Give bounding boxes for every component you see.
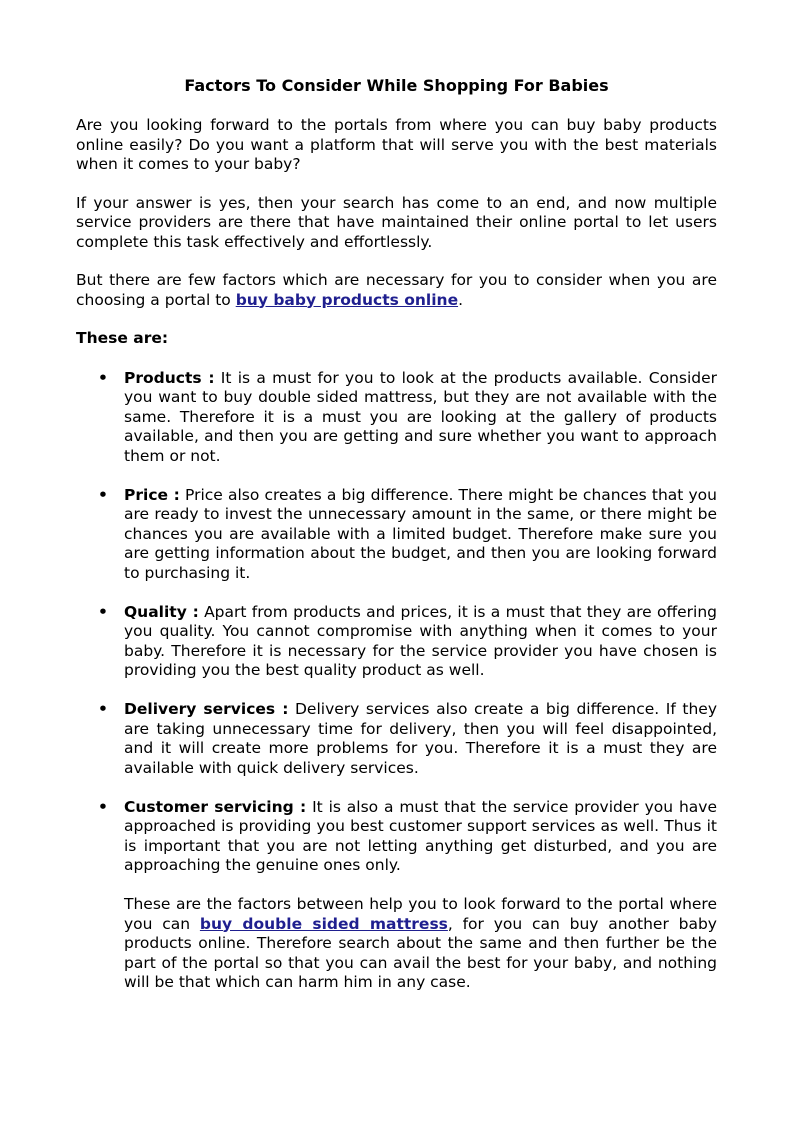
list-item-delivery-services bbox=[76, 700, 717, 778]
closing-text-end: , for you can buy another baby products online. Therefore search about the same and then further be the part of the portal so that you can avail the best for your baby, and nothing will be that which can harm him in any case. bbox=[124, 914, 717, 991]
intro-paragraph-1: Are you looking forward to the portals from where you can buy baby products online easily? Do you want a platform that will serve you with the best materials when it comes to your baby? bbox=[76, 116, 717, 173]
buy-double-sided-mattress-link[interactable]: buy double sided mattress bbox=[199, 914, 448, 933]
bullet-icon: • bbox=[98, 485, 108, 504]
bullet-icon: • bbox=[98, 602, 108, 621]
closing-text: These are the factors between help you to look forward to the portal where you can bbox=[124, 895, 717, 933]
page-title: Factors To Consider While Shopping For Babies bbox=[184, 76, 609, 95]
intro-paragraph-2: If your answer is yes, then your search has come to an end, and now multiple service providers are there that have maintained their online portal to let users complete this task effectively and effortlessly. bbox=[76, 193, 717, 251]
factors-list bbox=[76, 369, 717, 876]
bullet-icon: • bbox=[98, 797, 108, 816]
factor-text: Apart from products and prices, it is a must that they are offering you quality. You cannot compromise with anything when it comes to your baby. Therefore it is necessary for the service provider you have chosen is providing you the best quality product as well. bbox=[124, 602, 718, 679]
list-item-customer-servicing bbox=[76, 798, 717, 876]
list-item-products bbox=[76, 369, 717, 467]
list-item-quality bbox=[76, 603, 717, 681]
factor-term: Delivery services : bbox=[124, 700, 289, 718]
closing-paragraph bbox=[76, 895, 717, 993]
these-are-heading: These are: bbox=[76, 329, 169, 347]
list-item-price bbox=[76, 486, 717, 584]
intro-paragraph-3 bbox=[76, 271, 717, 310]
intro-paragraph-3-end: . bbox=[458, 290, 464, 309]
factor-term: Customer servicing : bbox=[124, 797, 307, 816]
bullet-icon: • bbox=[98, 700, 108, 718]
factor-term: Products : bbox=[124, 368, 215, 387]
bullet-icon: • bbox=[98, 368, 108, 387]
factor-term: Price : bbox=[124, 485, 180, 504]
factor-text: Delivery services also create a big difference. If they are taking unnecessary time for delivery, then you will feel disappointed, and it will create more problems for you. Therefore it is a must they are available with quick delivery services. bbox=[124, 700, 718, 777]
intro-paragraph-3-text: But there are few factors which are necessary for you to consider when you are choosing a portal to bbox=[76, 271, 717, 309]
factor-term: Quality : bbox=[124, 602, 199, 621]
factor-text: It is a must for you to look at the products available. Consider you want to buy double sided mattress, but they are not available with the same. Therefore it is a must you are looking at the gallery of products available, and then you are getting and sure whether you want to approach them or not. bbox=[124, 368, 718, 465]
factor-text: Price also creates a big difference. There might be chances that you are ready to invest the unnecessary amount in the same, or there might be chances you are available with a limited budget. Therefore make sure you are getting information about the budget, and then you are looking forward to purchasing it. bbox=[124, 485, 717, 582]
buy-baby-products-online-link[interactable]: buy baby products online bbox=[235, 290, 459, 309]
document-page bbox=[76, 0, 717, 993]
factor-text: It is also a must that the service provider you have approached is providing you best customer support services as well. Thus it is important that you are not letting anything get disturbed, and you are approaching the genuine ones only. bbox=[124, 797, 717, 874]
